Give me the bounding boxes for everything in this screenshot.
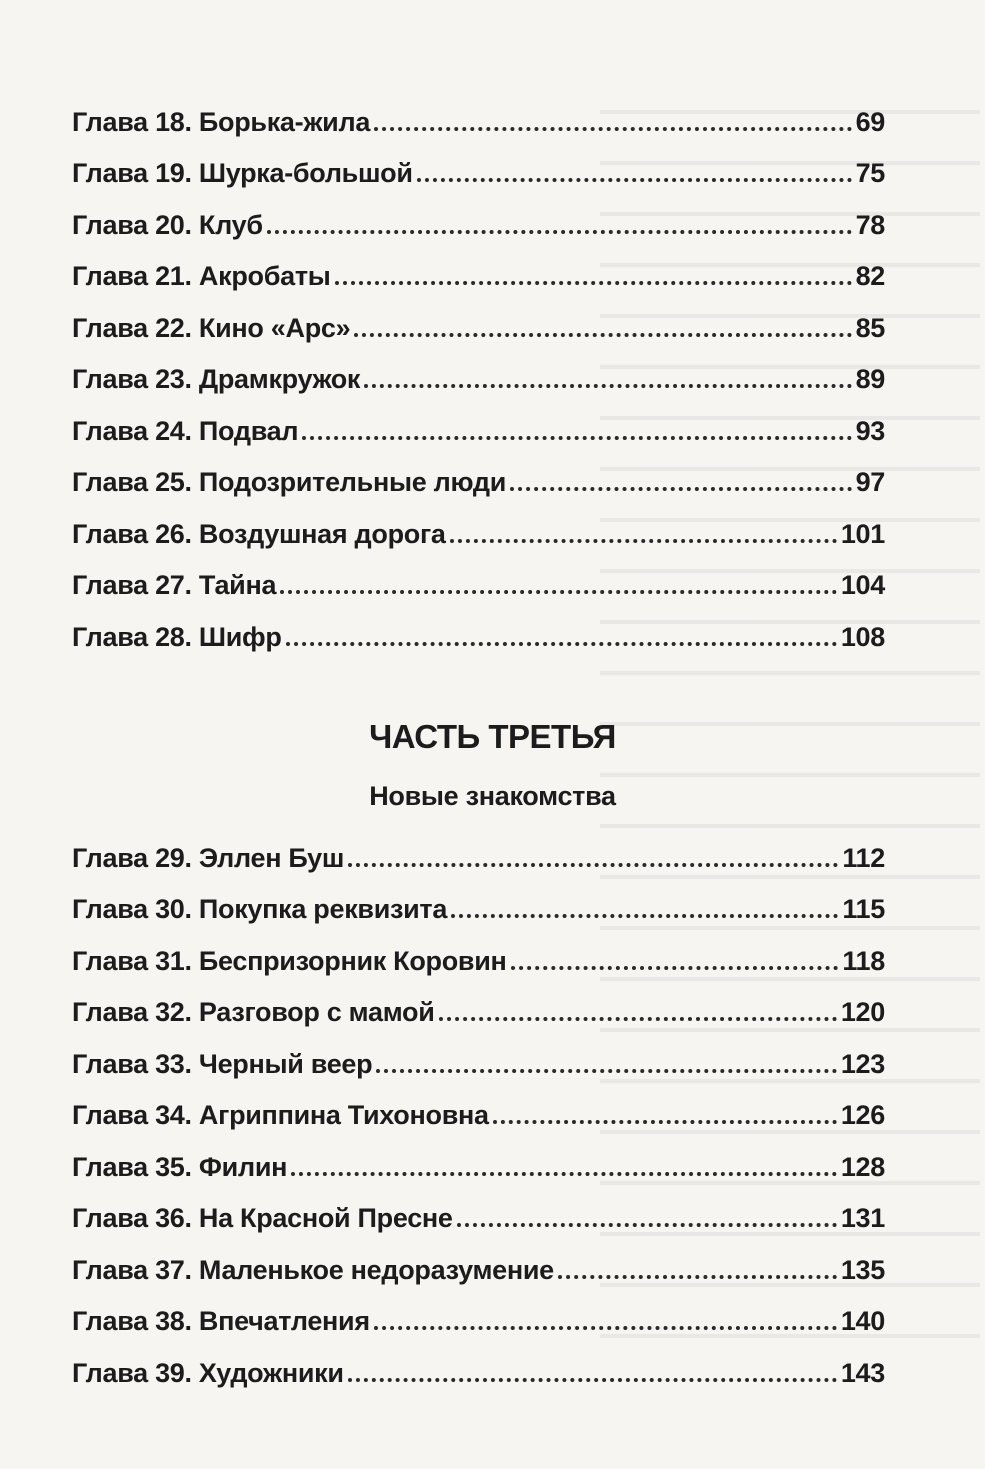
dot-leader [280,590,837,594]
toc-entry [72,1335,885,1387]
page-number: 101 [840,518,885,549]
page-number: 69 [855,106,885,137]
dot-leader [450,539,837,543]
page-number: 112 [842,842,885,873]
chapter-title: Глава 27. Тайна [72,570,277,600]
toc-list-part2 [72,84,885,651]
page-number: 131 [840,1203,885,1233]
dot-leader [267,230,852,234]
chapter-title: Глава 37. Маленькое недоразумение [72,1254,554,1285]
toc-entry [72,872,885,924]
toc-entry [72,393,885,445]
page-number: 97 [855,467,885,497]
toc-entry [72,136,885,188]
toc-entry [72,923,885,975]
toc-entry [72,820,885,872]
page-number: 123 [840,1048,885,1079]
chapter-title: Глава 36. На Красной Пресне [72,1203,453,1233]
chapter-title: Глава 26. Воздушная дорога [72,518,446,549]
chapter-title: Глава 35. Филин [72,1151,288,1182]
dot-leader [335,281,852,285]
toc-list-part3 [72,820,885,1387]
toc-entry [72,1129,885,1181]
toc-entry [72,290,885,342]
dot-leader [291,1172,837,1176]
toc-entry [72,187,885,239]
dot-leader [439,1017,837,1021]
toc-entry [72,496,885,548]
chapter-title: Глава 34. Агриппина Тихоновна [72,1100,489,1130]
chapter-title: Глава 18. Борька-жила [72,106,371,137]
page-number: 135 [840,1254,885,1285]
dot-leader [348,1378,837,1382]
page-number: 93 [855,415,885,446]
chapter-title: Глава 21. Акробаты [72,261,331,291]
page-number: 140 [840,1306,885,1336]
dot-leader [417,178,852,182]
toc-entry [72,548,885,600]
part-subtitle: Новые знакомства [369,781,616,811]
page-number: 82 [855,261,885,291]
dot-leader [354,333,851,337]
toc-entry [72,445,885,497]
part-title: ЧАСТЬ ТРЕТЬЯ [369,718,616,755]
page-number: 115 [842,894,885,924]
dot-leader [510,487,852,491]
toc-entry [72,342,885,394]
dot-leader [348,863,838,867]
chapter-title: Глава 28. Шифр [72,621,282,652]
dot-leader [286,642,837,646]
toc-entry [72,84,885,136]
dot-leader [511,966,839,970]
toc-entry [72,599,885,651]
chapter-title: Глава 29. Эллен Буш [72,842,345,873]
dot-leader [558,1275,837,1279]
page-number: 120 [840,997,885,1027]
dot-leader [364,384,851,388]
page-number: 118 [842,945,885,976]
toc-entry [72,975,885,1027]
page-number: 126 [840,1100,885,1130]
chapter-title: Глава 25. Подозрительные люди [72,467,507,497]
chapter-title: Глава 22. Кино «Арс» [72,312,351,343]
chapter-title: Глава 38. Впечатления [72,1306,370,1336]
toc-entry [72,1284,885,1336]
dot-leader [493,1120,837,1124]
dot-leader [457,1223,837,1227]
chapter-title: Глава 24. Подвал [72,415,299,446]
dot-leader [302,436,851,440]
dot-leader [451,914,838,918]
chapter-title: Глава 32. Разговор с мамой [72,997,435,1027]
chapter-title: Глава 20. Клуб [72,209,263,240]
page-number: 75 [855,158,885,188]
toc-entry [72,1078,885,1130]
page-number: 104 [840,570,885,600]
dot-leader [374,127,852,131]
dot-leader [374,1326,837,1330]
chapter-title: Глава 19. Шурка-большой [72,158,413,188]
chapter-title: Глава 23. Драмкружок [72,364,361,394]
toc-entry [72,1232,885,1284]
chapter-title: Глава 30. Покупка реквизита [72,894,448,924]
page-number: 78 [855,209,885,240]
page-number: 143 [840,1357,885,1388]
page-number: 89 [855,364,885,394]
page-number: 128 [840,1151,885,1182]
chapter-title: Глава 31. Беспризорник Коровин [72,945,507,976]
toc-entry [72,1181,885,1233]
toc-entry [72,1026,885,1078]
chapter-title: Глава 33. Черный веер [72,1048,373,1079]
toc-entry [72,239,885,291]
chapter-title: Глава 39. Художники [72,1357,344,1388]
dot-leader [376,1069,837,1073]
page-number: 108 [840,621,885,652]
page-number: 85 [855,312,885,343]
